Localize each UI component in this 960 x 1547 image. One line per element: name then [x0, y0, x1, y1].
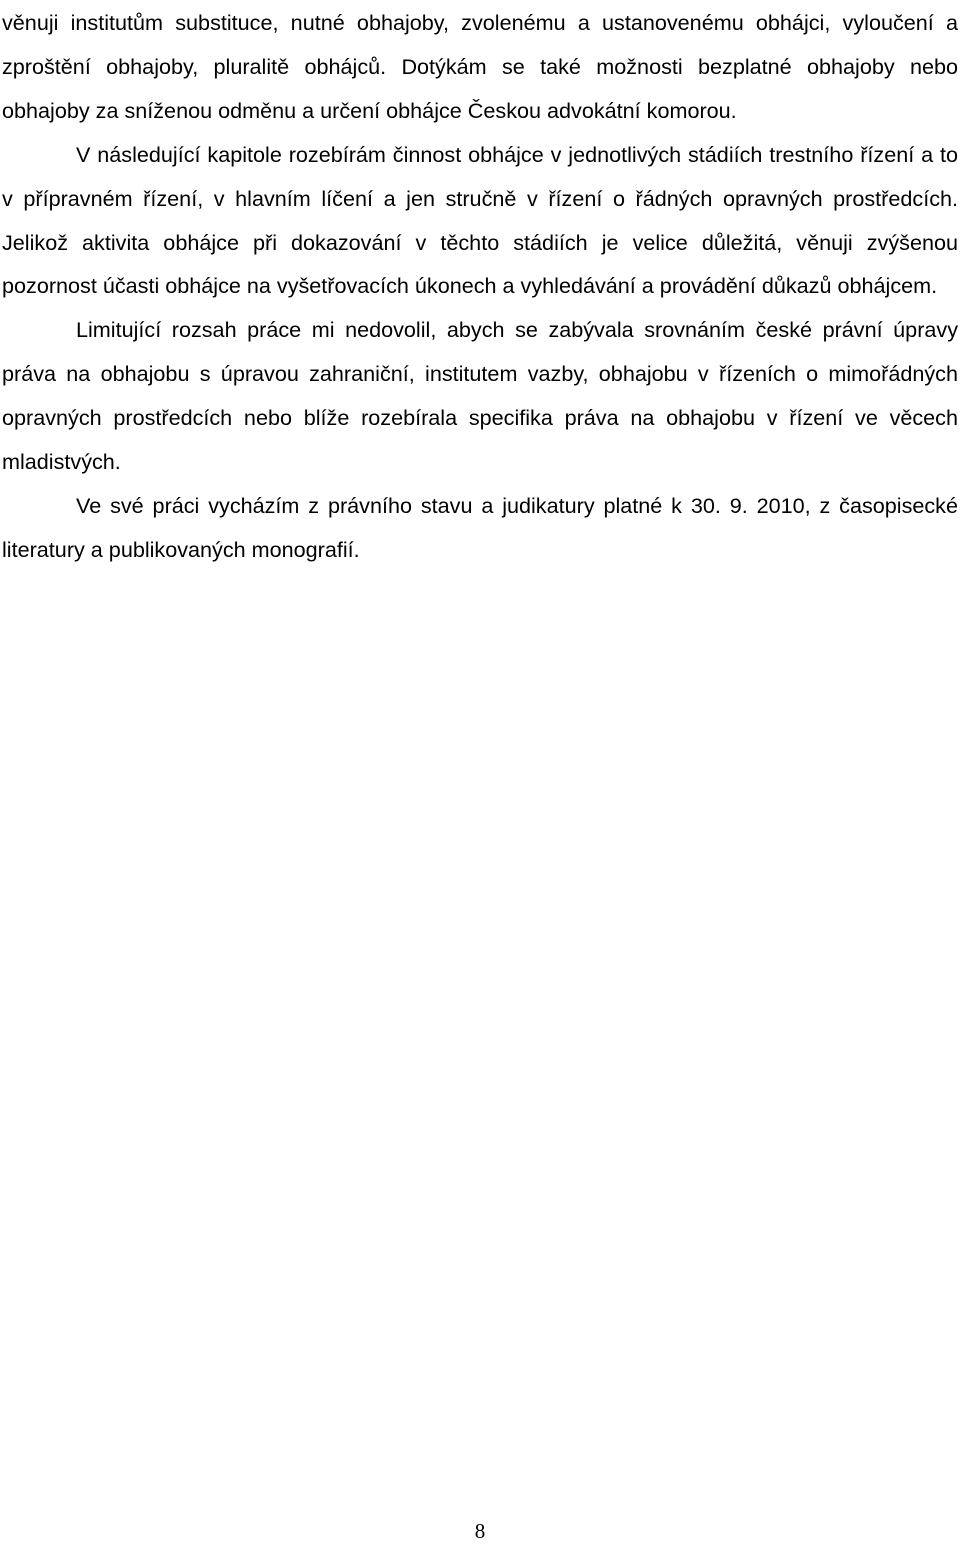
paragraph-sources: Ve své práci vycházím z právního stavu a judikatury platné k 30. 9. 2010, z časopisecké literatury a publikovaných monografií.	[2, 492, 958, 562]
paragraph-chapter-overview: V následující kapitole rozebírám činnost obhájce v jednotlivých stádiích trestního řízení a to v přípravném řízení, v hlavním líčení a jen stručně v řízení o řádných opravných prostředcích. Jelikož aktivita obhájce při dokazování v těchto stádiích je velice důležitá, věnuji zvýšenou pozornost účasti obhájce na vyšetřovacích úkonech a vyhledávání a provádění důkazů obhájcem.	[2, 141, 958, 299]
paragraph-continuation: věnuji institutům substituce, nutné obhajoby, zvolenému a ustanovenému obhájci, vyloučení a zproštění obhajoby, pluralitě obhájců. Dotýkám se také možnosti bezplatné obhajoby nebo obhajoby za sníženou odměnu a určení obhájce Českou advokátní komorou.	[2, 10, 958, 123]
body-text	[2, 1, 958, 572]
page-number: 8	[474, 1519, 486, 1543]
paragraph-scope-limits: Limitující rozsah práce mi nedovolil, abych se zabývala srovnáním české právní úpravy práva na obhajobu s úpravou zahraniční, institutem vazby, obhajobu v řízeních o mimořádných opravných prostředcích nebo blíže rozebírala specifika práva na obhajobu v řízení ve věcech mladistvých.	[2, 317, 958, 475]
